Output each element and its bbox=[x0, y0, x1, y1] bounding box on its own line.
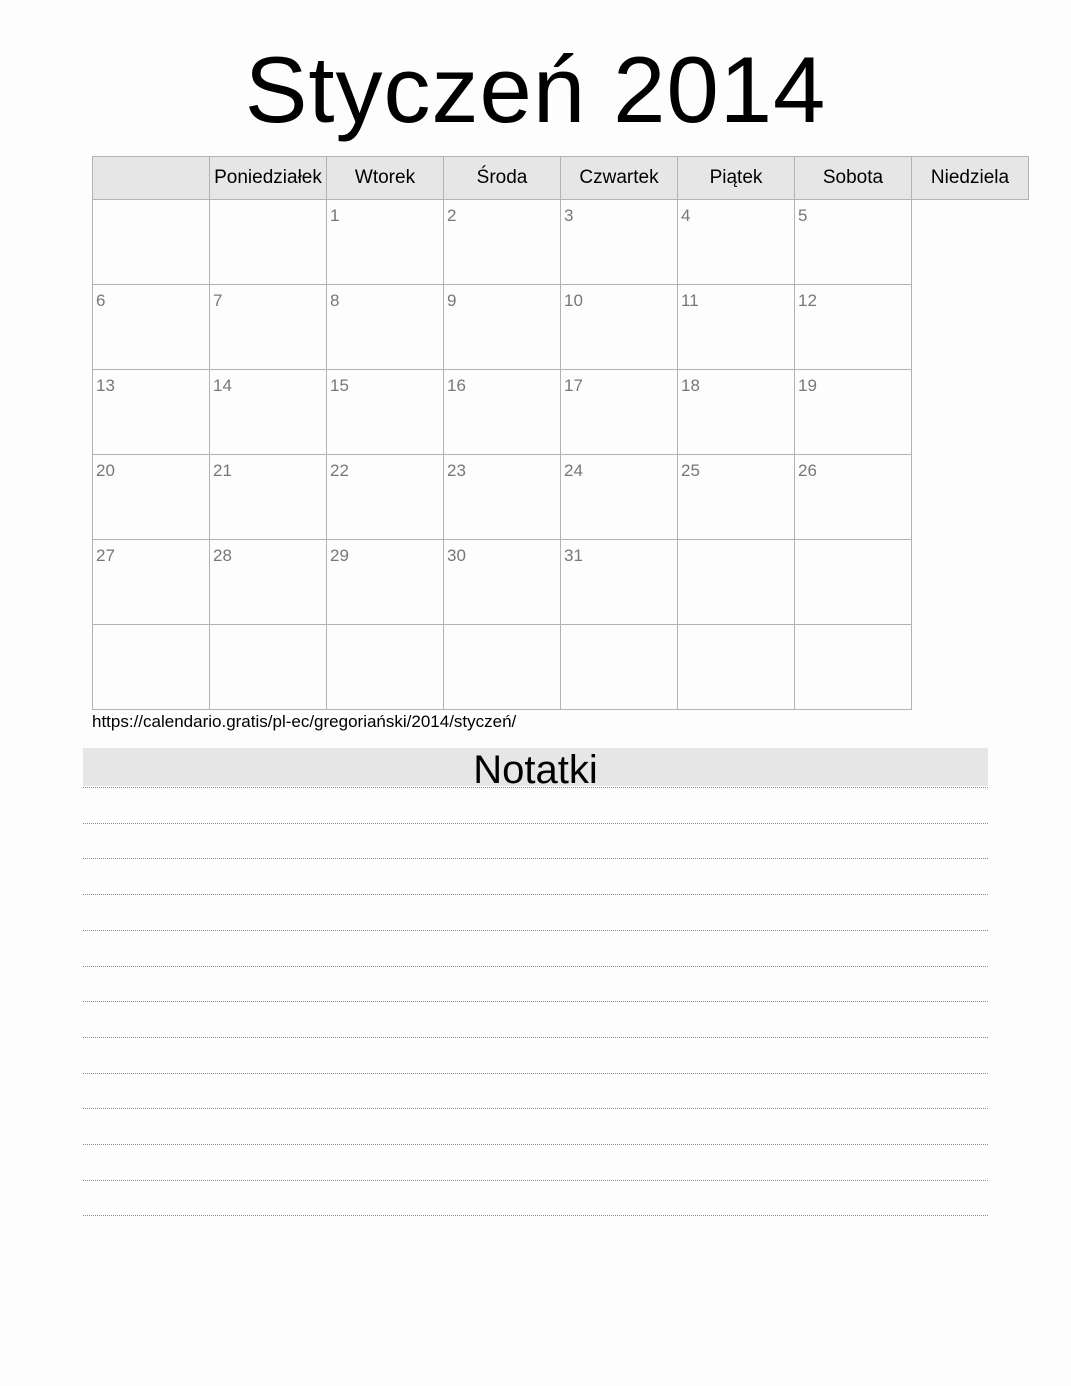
week-row bbox=[93, 370, 1029, 455]
day-number: 23 bbox=[447, 461, 466, 480]
note-line bbox=[83, 930, 988, 931]
day-number: 7 bbox=[213, 291, 223, 310]
day-number: 21 bbox=[213, 461, 232, 480]
day-number: 15 bbox=[330, 376, 349, 395]
day-number bbox=[93, 200, 209, 206]
day-number: 22 bbox=[330, 461, 349, 480]
day-cell[interactable] bbox=[93, 625, 210, 710]
month-calendar-grid bbox=[92, 156, 1029, 710]
week-row bbox=[93, 200, 1029, 285]
day-cell[interactable] bbox=[93, 540, 210, 625]
day-cell[interactable] bbox=[678, 625, 795, 710]
day-number bbox=[561, 625, 677, 631]
day-number: 17 bbox=[564, 376, 583, 395]
day-number: 28 bbox=[213, 546, 232, 565]
week-row bbox=[93, 455, 1029, 540]
weekday-header: Sobota bbox=[795, 157, 912, 200]
day-number: 13 bbox=[96, 376, 115, 395]
day-number: 8 bbox=[330, 291, 340, 310]
day-number bbox=[210, 625, 326, 631]
day-cell[interactable] bbox=[444, 625, 561, 710]
day-cell[interactable] bbox=[795, 625, 912, 710]
day-cell[interactable] bbox=[561, 625, 678, 710]
day-number: 9 bbox=[447, 291, 457, 310]
day-cell[interactable] bbox=[93, 285, 210, 370]
day-number: 2 bbox=[447, 206, 457, 225]
day-number: 4 bbox=[681, 206, 691, 225]
day-number: 30 bbox=[447, 546, 466, 565]
day-cell[interactable] bbox=[678, 540, 795, 625]
weekday-header: Poniedziałek bbox=[210, 157, 327, 200]
day-cell[interactable] bbox=[93, 455, 210, 540]
day-number: 16 bbox=[447, 376, 466, 395]
day-cell[interactable] bbox=[327, 285, 444, 370]
day-number: 24 bbox=[564, 461, 583, 480]
day-number: 3 bbox=[564, 206, 574, 225]
note-line bbox=[83, 1180, 988, 1181]
day-cell[interactable] bbox=[561, 370, 678, 455]
day-number: 26 bbox=[798, 461, 817, 480]
day-cell[interactable] bbox=[561, 200, 678, 285]
day-number: 10 bbox=[564, 291, 583, 310]
day-number bbox=[93, 625, 209, 631]
note-line bbox=[83, 1108, 988, 1109]
day-cell[interactable] bbox=[327, 540, 444, 625]
day-cell[interactable] bbox=[93, 200, 210, 285]
day-number bbox=[678, 625, 794, 631]
note-line bbox=[83, 894, 988, 895]
note-line bbox=[83, 1073, 988, 1074]
day-cell[interactable] bbox=[795, 540, 912, 625]
week-row bbox=[93, 540, 1029, 625]
weekday-header-row bbox=[93, 157, 1029, 200]
day-number bbox=[444, 625, 560, 631]
day-cell[interactable] bbox=[678, 285, 795, 370]
weekday-header: Środa bbox=[444, 157, 561, 200]
weekday-header: Wtorek bbox=[327, 157, 444, 200]
day-cell[interactable] bbox=[327, 625, 444, 710]
note-line bbox=[83, 1001, 988, 1002]
day-cell[interactable] bbox=[678, 455, 795, 540]
day-number: 1 bbox=[330, 206, 340, 225]
day-number: 12 bbox=[798, 291, 817, 310]
day-cell[interactable] bbox=[795, 455, 912, 540]
day-number: 25 bbox=[681, 461, 700, 480]
note-line bbox=[83, 1037, 988, 1038]
weekday-header: Czwartek bbox=[561, 157, 678, 200]
day-number: 6 bbox=[96, 291, 106, 310]
note-line bbox=[83, 1144, 988, 1145]
day-cell[interactable] bbox=[795, 200, 912, 285]
day-cell[interactable] bbox=[93, 370, 210, 455]
page-title: Styczeń 2014 bbox=[244, 37, 827, 142]
source-url: https://calendario.gratis/pl-ec/gregoriański/2014/styczeń/ bbox=[92, 712, 517, 731]
day-number: 27 bbox=[96, 546, 115, 565]
day-cell[interactable] bbox=[210, 540, 327, 625]
day-cell[interactable] bbox=[327, 370, 444, 455]
day-number bbox=[327, 625, 443, 631]
day-cell[interactable] bbox=[561, 455, 678, 540]
day-cell[interactable] bbox=[561, 285, 678, 370]
day-cell[interactable] bbox=[444, 285, 561, 370]
note-line bbox=[83, 858, 988, 859]
notes-heading: Notatki bbox=[83, 748, 988, 786]
note-line bbox=[83, 1215, 988, 1216]
day-cell[interactable] bbox=[678, 200, 795, 285]
day-cell[interactable] bbox=[444, 540, 561, 625]
day-cell[interactable] bbox=[210, 370, 327, 455]
day-cell[interactable] bbox=[444, 455, 561, 540]
day-cell[interactable] bbox=[678, 370, 795, 455]
day-number bbox=[678, 540, 794, 546]
day-number: 20 bbox=[96, 461, 115, 480]
day-cell[interactable] bbox=[210, 200, 327, 285]
note-line bbox=[83, 787, 988, 788]
day-cell[interactable] bbox=[210, 455, 327, 540]
week-row bbox=[93, 625, 1029, 710]
day-number: 14 bbox=[213, 376, 232, 395]
day-cell[interactable] bbox=[327, 455, 444, 540]
week-column bbox=[93, 157, 210, 200]
day-number bbox=[795, 625, 911, 631]
weekday-header: Niedziela bbox=[912, 157, 1029, 200]
day-number: 19 bbox=[798, 376, 817, 395]
note-line bbox=[83, 823, 988, 824]
day-number: 29 bbox=[330, 546, 349, 565]
day-number: 31 bbox=[564, 546, 583, 565]
weekday-header: Piątek bbox=[678, 157, 795, 200]
note-line bbox=[83, 966, 988, 967]
day-cell[interactable] bbox=[327, 200, 444, 285]
day-cell[interactable] bbox=[210, 285, 327, 370]
day-number: 18 bbox=[681, 376, 700, 395]
day-number bbox=[795, 540, 911, 546]
day-cell[interactable] bbox=[795, 285, 912, 370]
day-cell[interactable] bbox=[795, 370, 912, 455]
day-number: 11 bbox=[681, 291, 699, 310]
week-row bbox=[93, 285, 1029, 370]
day-cell[interactable] bbox=[444, 370, 561, 455]
day-cell[interactable] bbox=[444, 200, 561, 285]
day-number bbox=[210, 200, 326, 206]
day-cell[interactable] bbox=[561, 540, 678, 625]
day-number: 5 bbox=[798, 206, 808, 225]
day-cell[interactable] bbox=[210, 625, 327, 710]
